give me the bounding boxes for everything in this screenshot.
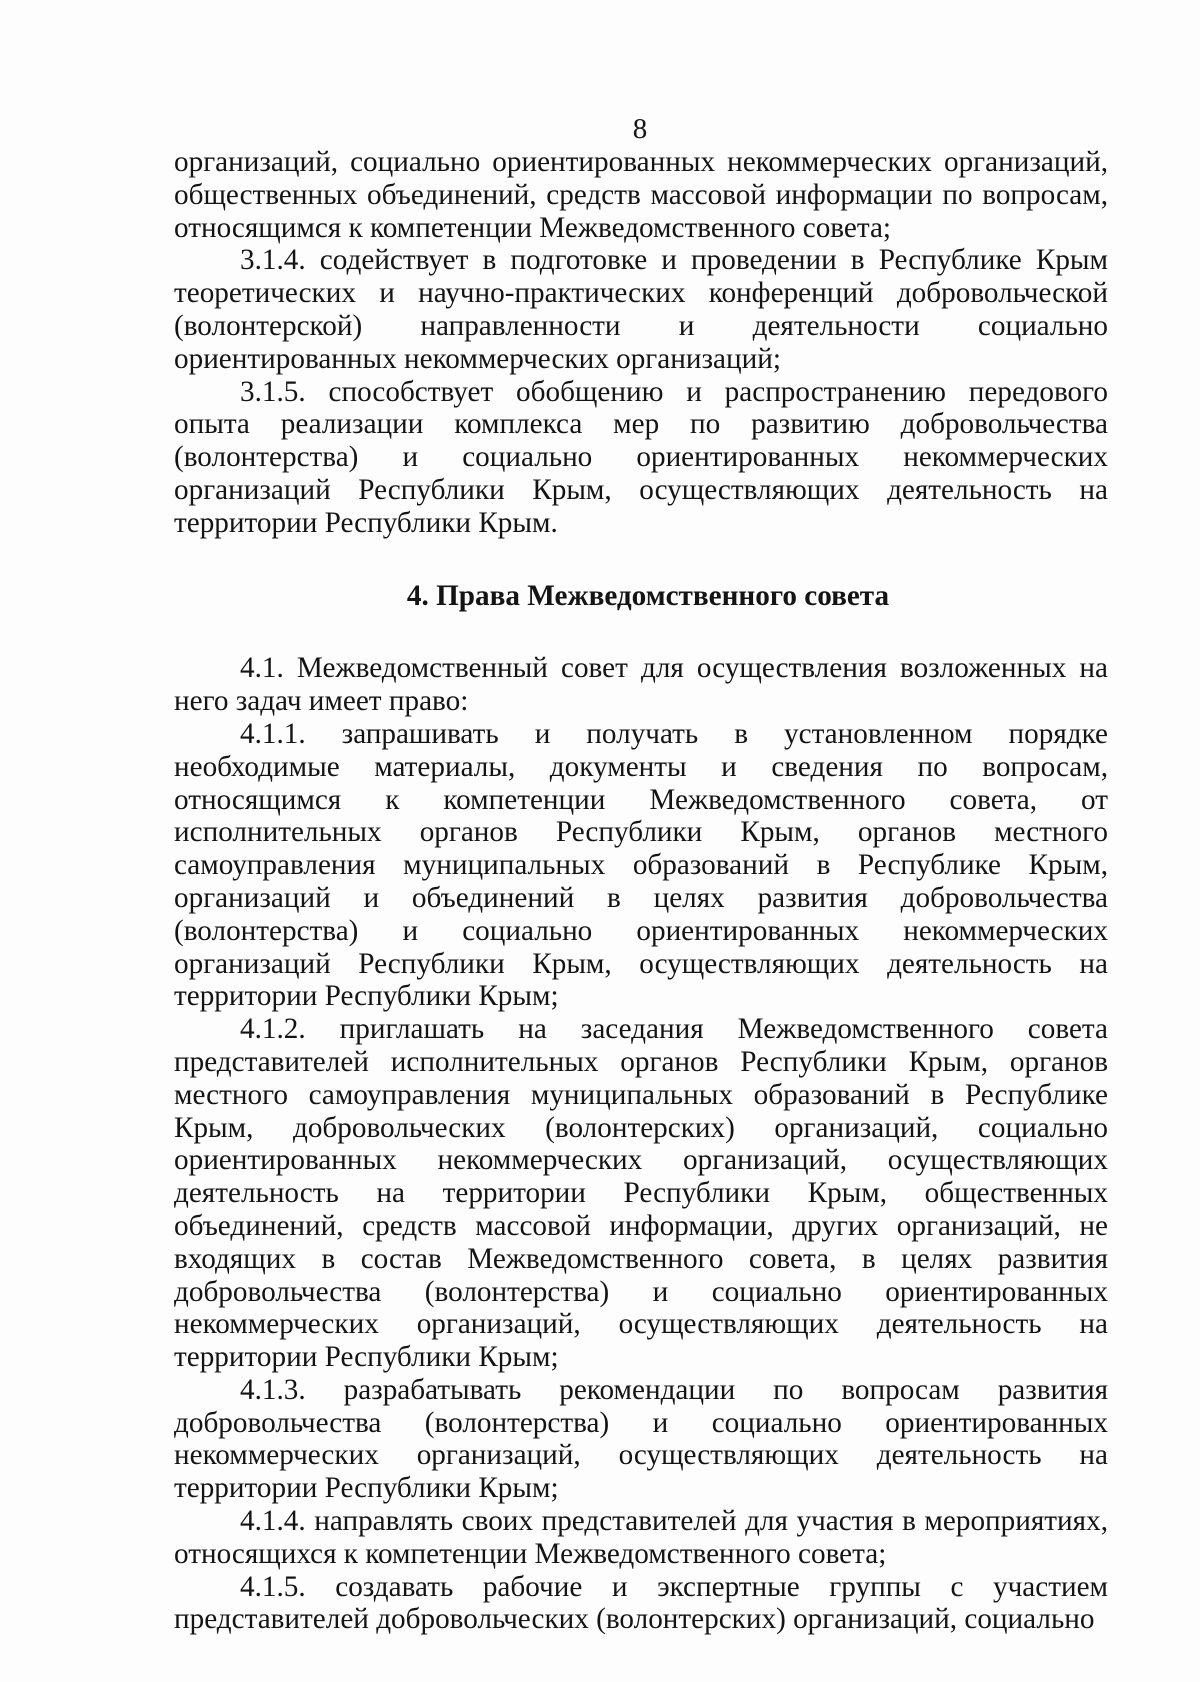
document-body: [174, 146, 1108, 1636]
paragraph-3-1-5: 3.1.5. способствует обобщению и распространению передового опыта реализации комплекса мер по развитию добровольчества (волонтерства) и социально ориентированных некоммерческих организаций Республики Крым, осуществляющих деятельность на территории Республики Крым.: [174, 375, 1108, 539]
paragraph-4-1: 4.1. Межведомственный совет для осуществления возложенных на него задач имеет право:: [174, 652, 1108, 718]
paragraph-4-1-4: 4.1.4. направлять своих представителей для участия в мероприятиях, относящихся к компетенции Межведомственного совета;: [174, 1505, 1108, 1570]
paragraph-4-1-2: 4.1.2. приглашать на заседания Межведомственного совета представителей исполнительных органов Республики Крым, органов местного самоуправления муниципальных образований в Республике Крым, добровольческих (волонтерских) организаций, социально ориентированных некоммерческих организаций, осуществляющих деятельность на территории Республики Крым, общественных объединений, средств массовой информации, других организаций, не входящих в состав Межведомственного совета, в целях развития добровольчества (волонтерства) и социально ориентированных некоммерческих организаций, осуществляющих деятельность на территории Республики Крым;: [174, 1013, 1108, 1374]
paragraph-4-1-3: 4.1.3. разрабатывать рекомендации по вопросам развития добровольчества (волонтерства) и социально ориентированных некоммерческих организаций, осуществляющих деятельность на территории Республики Крым;: [174, 1373, 1108, 1505]
paragraph-3-1-4: 3.1.4. содействует в подготовке и проведении в Республике Крым теоретических и научно-практических конференций добровольческой (волонтерской) направленности и деятельности социально ориентированных некоммерческих организаций;: [174, 244, 1108, 375]
continuation-paragraph: организаций, социально ориентированных некоммерческих организаций, общественных объединений, средств массовой информации по вопросам, относящимся к компетенции Межведомственного совета;: [174, 146, 1108, 244]
paragraph-4-1-5: 4.1.5. создавать рабочие и экспертные группы с участием представителей добровольческих (волонтерских) организаций, социально: [174, 1570, 1108, 1636]
section-heading: 4. Права Межведомственного совета: [406, 579, 890, 612]
paragraph-4-1-1: 4.1.1. запрашивать и получать в установленном порядке необходимые материалы, документы и сведения по вопросам, относящимся к компетенции Межведомственного совета, от исполнительных органов Республики Крым, органов местного самоуправления муниципальных образований в Республике Крым, организаций и объединений в целях развития добровольчества (волонтерства) и социально ориентированных некоммерческих организаций Республики Крым, осуществляющих деятельность на территории Республики Крым;: [174, 717, 1108, 1013]
page-number: 8: [632, 113, 648, 145]
